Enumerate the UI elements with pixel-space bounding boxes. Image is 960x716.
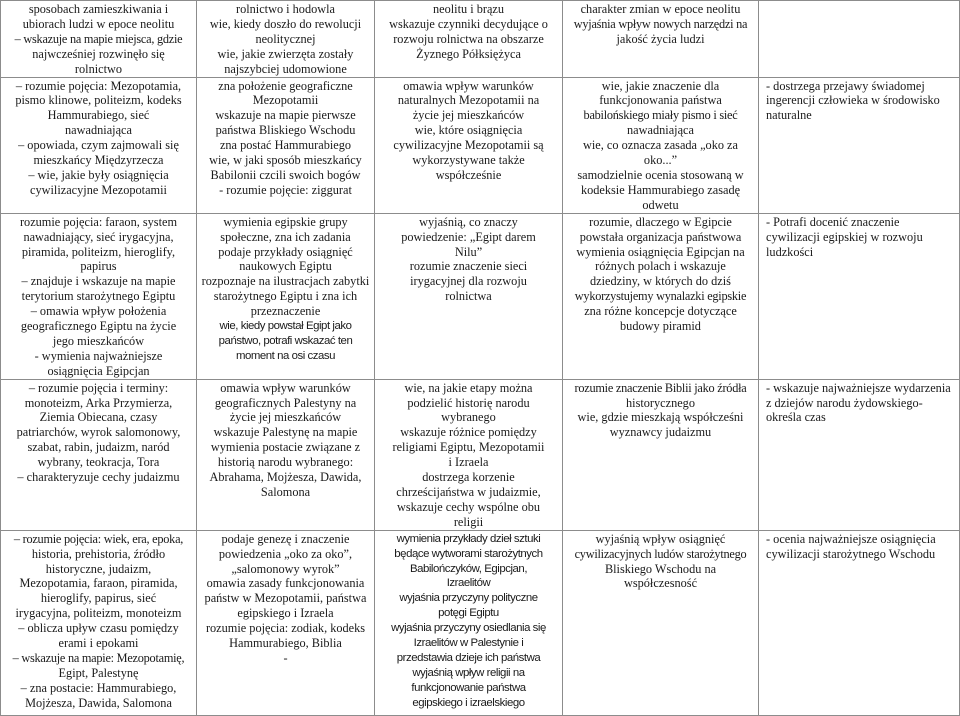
cell-line: przeznaczenie <box>250 304 321 319</box>
cell-line: Bliskiego Wschodu na <box>604 561 717 576</box>
cell-line: wie, w jaki sposób mieszkańcy <box>209 153 362 168</box>
cell-line: mieszkańcy Międzyrzecza <box>33 153 164 168</box>
cell-line: erami i epokami <box>58 636 139 651</box>
table-cell <box>1 530 197 715</box>
table-cell <box>375 213 563 379</box>
cell-line: Mojżesza, Dawida, Salomona <box>25 695 172 710</box>
cell-line: Salomona <box>260 485 311 499</box>
cell-line: nawadniająca <box>627 123 694 138</box>
cell-line: podzielić historię narodu <box>407 395 530 410</box>
cell-line: wie, co oznacza zasada „oko za <box>583 138 738 153</box>
cell-line: historyczne, judaizm, <box>45 561 152 576</box>
cell-line: – znajduje i wskazuje na mapie <box>21 274 176 289</box>
cell-line: Babilończyków, Egipcjan, <box>409 562 528 575</box>
cell-line: wie, jakie zwierzęta zostały <box>217 46 354 61</box>
table-cell <box>563 1 759 78</box>
cell-line: - <box>283 650 288 665</box>
cell-line: rozumie znaczenie Biblii jako źródła <box>574 380 747 395</box>
cell-line: – oblicza upływ czasu pomiędzy <box>18 621 179 636</box>
cell-line: powiedzenia „oko za oko”, <box>218 546 353 561</box>
table-cell <box>563 530 759 715</box>
cell-line: irygacyjnej dla rozwoju <box>410 274 527 289</box>
table-cell <box>197 77 375 213</box>
cell-line: państw w Mezopotamii, państwa <box>204 591 367 606</box>
cell-line: - ocenia najważniejsze osiągnięcia cywilizacji starożytnego Wschodu <box>766 531 936 561</box>
cell-line: przedstawia dzieje ich państwa <box>396 651 541 664</box>
table-cell <box>563 379 759 530</box>
cell-line: samodzielnie ocenia stosowaną w <box>577 167 744 182</box>
table-cell <box>197 379 375 530</box>
cell-line: wymienia osiągnięcia Egipcjan na <box>576 244 745 259</box>
cell-line: wykorzystujemy wynalazki egipskie <box>574 289 747 304</box>
table-cell <box>759 530 960 715</box>
cell-line: historia, prehistoria, źródło <box>31 546 166 561</box>
cell-line: – charakteryzuje cechy judaizmu <box>17 470 180 485</box>
cell-line: – rozumie pojęcia i terminy: <box>28 380 169 395</box>
table-cell <box>197 530 375 715</box>
cell-line: cywilizacyjne Mezopotamii są <box>393 138 544 153</box>
cell-line: rozwoju rolnictwa na obszarze <box>393 31 544 46</box>
cell-line: pismo klinowe, politeizm, kodeks <box>15 93 182 108</box>
cell-line: piramida, politeizm, hieroglify, <box>21 244 176 259</box>
cell-line: najszybciej udomowione <box>224 61 347 76</box>
cell-line: powiedzenie: „Egipt darem <box>401 229 536 244</box>
cell-line: współczesność <box>623 576 698 591</box>
table-cell <box>759 213 960 379</box>
cell-line: cywilizacyjnych ludów starożytnego <box>574 546 747 561</box>
cell-line: Żyznego Półksiężyca <box>416 46 521 61</box>
cell-line: wymienia postacie związane z <box>210 440 361 455</box>
cell-line: i Izraela <box>448 455 489 470</box>
cell-line: monoteizm, Arka Przymierza, <box>24 395 173 410</box>
cell-line: geograficznych Palestyny na <box>214 395 357 410</box>
cell-line: budowy piramid <box>620 319 701 334</box>
table-row <box>1 379 960 530</box>
cell-line: wybranego <box>441 410 496 425</box>
cell-line: najwcześniej rozwinęło się <box>32 46 165 61</box>
cell-line: dostrzega korzenie <box>422 470 515 485</box>
cell-line: wyjaśnią wpływ religii na <box>412 666 525 679</box>
cell-line: kodeksie Hammurabiego zasadę <box>580 182 741 197</box>
cell-line: odwetu <box>642 197 679 212</box>
cell-line: wie, kiedy doszło do rewolucji <box>209 16 362 31</box>
table-row <box>1 77 960 213</box>
cell-line: Babilonii czcili swoich bogów <box>210 167 361 182</box>
cell-line: życie jej mieszkańców <box>412 108 525 123</box>
cell-line: wskazuje Palestynę na mapie <box>213 425 358 440</box>
cell-line: – omawia wpływ położenia <box>30 304 167 319</box>
cell-line: rozpoznaje na ilustracjach zabytki <box>201 274 370 289</box>
cell-line: Izraelitów <box>446 577 491 590</box>
cell-line: rozumie znaczenie sieci <box>409 259 528 274</box>
cell-line: Nilu” <box>454 244 483 259</box>
table-cell <box>1 213 197 379</box>
table-cell <box>375 379 563 530</box>
cell-line: wyjaśnia wpływ nowych narzędzi na <box>573 16 748 31</box>
cell-line: - Potrafi docenić znaczenie cywilizacji egipskiej w rozwoju ludzkości <box>766 214 923 259</box>
cell-line: rozumie pojęcia: zodiak, kodeks <box>205 621 366 636</box>
cell-line: Hammurabiego, sieć <box>47 108 150 123</box>
cell-line: wymienia przykłady dzieł sztuki <box>396 532 541 545</box>
cell-line: wyjaśnia przyczyny osiedlania się <box>391 622 546 635</box>
cell-line: dziedziny, w których do dziś <box>590 274 731 289</box>
cell-line: papirus <box>80 259 117 274</box>
table-cell <box>375 1 563 78</box>
cell-line: wskazuje cechy wspólne obu <box>396 499 541 514</box>
cell-line: podaje przykłady osiągnięć <box>218 244 353 259</box>
cell-line: rolnictwo i hodowla <box>235 2 336 16</box>
cell-line: wymienia egipskie grupy <box>223 214 348 229</box>
cell-line: funkcjonowanie państwa <box>411 681 526 694</box>
cell-line: Izraelitów w Palestynie i <box>413 637 524 650</box>
table-row <box>1 213 960 379</box>
table-cell <box>563 77 759 213</box>
cell-line: Ziemia Obiecana, czasy <box>39 410 158 425</box>
cell-line: szabat, rabin, judaizm, naród <box>27 440 170 455</box>
cell-line: – rozumie pojęcia: Mezopotamia, <box>15 78 182 93</box>
cell-line: wyjaśnią wpływ osiągnięć <box>595 531 726 546</box>
cell-line: rozumie, dlaczego w Egipcie <box>589 214 732 229</box>
table-row <box>1 1 960 78</box>
cell-line: rolnictwa <box>445 289 492 304</box>
cell-line: – wie, jakie były osiągnięcia <box>28 167 169 182</box>
cell-line: - dostrzega przejawy świadomej ingerencji człowieka w środowisko naturalne <box>766 78 940 123</box>
cell-line: różnych polach i wskazuje <box>595 259 726 274</box>
cell-line: funkcjonowania państwa <box>599 93 722 108</box>
cell-line: historycznego <box>626 395 695 410</box>
cell-line: Mezopotamia, faraon, piramida, <box>19 576 178 591</box>
cell-line: religiami Egiptu, Mezopotamii <box>392 440 545 455</box>
cell-line: powstała organizacja państwowa <box>579 229 742 244</box>
cell-line: wie, które osiągnięcia <box>414 123 523 138</box>
cell-line: charakter zmian w epoce neolitu <box>580 2 741 16</box>
cell-line: wyznawcy judaizmu <box>609 425 712 440</box>
cell-line: sposobach zamieszkiwania i <box>28 2 169 16</box>
cell-line: potęgi Egiptu <box>438 607 499 620</box>
table-cell <box>1 1 197 78</box>
table-cell <box>1 379 197 530</box>
cell-line: państwa Bliskiego Wschodu <box>215 123 356 138</box>
cell-line: oko...” <box>643 153 678 168</box>
table-cell <box>197 1 375 78</box>
cell-line: – wskazuje na mapie miejsca, gdzie <box>14 31 183 46</box>
cell-line: ubiorach ludzi w epoce neolitu <box>22 16 175 31</box>
cell-line: - wskazuje najważniejsze wydarzenia z dziejów narodu żydowskiego- określa czas <box>766 380 951 425</box>
cell-line: wie, gdzie mieszkają współcześni <box>577 410 744 425</box>
cell-line: życie jej mieszkańców <box>229 410 342 425</box>
cell-line: wie, na jakie etapy można <box>404 380 533 395</box>
cell-line: wskazuje czynniki decydujące o <box>389 16 548 31</box>
cell-line: naturalnych Mezopotamii na <box>397 93 540 108</box>
cell-line: - rozumie pojęcie: ziggurat <box>219 182 352 197</box>
cell-line: – zna postacie: Hammurabiego, <box>20 680 177 695</box>
table-cell <box>1 77 197 213</box>
cell-line: hieroglify, papirus, sieć <box>40 591 157 606</box>
cell-line: omawia wpływ warunków <box>220 380 351 395</box>
cell-line: wykorzystywane także <box>412 153 525 168</box>
cell-line: egipskiego i Izraela <box>237 606 334 621</box>
cell-line: zna położenie geograficzne <box>218 78 353 93</box>
table-cell <box>197 213 375 379</box>
cell-line: wie, jakie znaczenie dla <box>601 78 720 93</box>
cell-line: - wymienia najważniejsze <box>34 348 163 363</box>
cell-line: nawadniający, sieć irygacyjna, <box>23 229 174 244</box>
cell-line: omawia zasady funkcjonowania <box>206 576 365 591</box>
cell-line: osiągnięcia Egipcjan <box>47 363 150 378</box>
cell-line: wskazuje na mapie pierwsze <box>215 108 356 123</box>
cell-line: – wskazuje na mapie: Mezopotamię, <box>12 650 185 665</box>
cell-line: – rozumie pojęcia: wiek, era, epoka, <box>13 531 184 546</box>
cell-line: będące wytworami starożytnych <box>394 547 543 560</box>
cell-line: Hammurabiego, Biblia <box>229 636 342 651</box>
cell-line: religii <box>453 514 484 529</box>
table-row <box>1 530 960 715</box>
table-cell <box>375 530 563 715</box>
cell-line: geograficznego Egiptu na życie <box>20 319 177 334</box>
cell-line: rozumie pojęcia: faraon, system <box>19 214 178 229</box>
cell-line: Egipt, Palestynę <box>58 665 139 680</box>
cell-line: neolitu i brązu <box>432 2 505 16</box>
cell-line: terytorium starożytnego Egiptu <box>21 289 176 304</box>
cell-line: neolitycznej <box>255 31 316 46</box>
cell-line: „salomonowy wyrok” <box>231 561 340 576</box>
cell-line: – opowiada, czym zajmowali się <box>18 138 179 153</box>
cell-line: moment na osi czasu <box>235 349 336 362</box>
cell-line: Mezopotamii <box>252 93 319 108</box>
table-cell <box>759 1 960 78</box>
cell-line: egipskiego i izraelskiego <box>412 696 525 709</box>
cell-line: omawia wpływ warunków <box>403 78 534 93</box>
cell-line: Abrahama, Mojżesza, Dawida, <box>209 470 362 485</box>
cell-line: cywilizacyjne Mezopotamii <box>30 182 167 197</box>
cell-line: podaje genezę i znaczenie <box>221 531 350 546</box>
cell-line: jego mieszkańców <box>52 333 145 348</box>
table-cell <box>375 77 563 213</box>
cell-line: chrześcijaństwa w judaizmie, <box>396 485 541 499</box>
cell-line: nawadniająca <box>65 123 132 138</box>
cell-line: jakość życia ludzi <box>616 31 705 46</box>
cell-line: historią narodu wybranego: <box>217 455 354 470</box>
cell-line: starożytnego Egiptu i zna ich <box>213 289 358 304</box>
cell-line: patriarchów, wyrok salomonowy, <box>16 425 181 440</box>
cell-line: społeczne, zna ich zadania <box>220 229 351 244</box>
cell-line: wskazuje różnice pomiędzy <box>400 425 537 440</box>
cell-line: zna różne koncepcje dotyczące <box>584 304 737 319</box>
cell-line: babilońskiego miały pismo i sieć <box>583 108 738 123</box>
cell-line: wie, kiedy powstał Egipt jako <box>219 320 352 333</box>
table-cell <box>759 379 960 530</box>
cell-line: współcześnie <box>435 167 502 182</box>
cell-line: rolnictwo <box>74 61 123 76</box>
cell-line: wyjaśnią, co znaczy <box>419 214 518 229</box>
cell-line: państwo, potrafi wskazać ten <box>218 334 353 347</box>
table-cell <box>563 213 759 379</box>
cell-line: zna postać Hammurabiego <box>219 138 352 153</box>
table-cell <box>759 77 960 213</box>
cell-line: wybrany, teokracja, Tora <box>37 455 160 470</box>
cell-line: naukowych Egiptu <box>239 259 332 274</box>
cell-line: irygacyjna, politeizm, monoteizm <box>15 606 182 621</box>
cell-line: wyjaśnia przyczyny polityczne <box>399 592 538 605</box>
